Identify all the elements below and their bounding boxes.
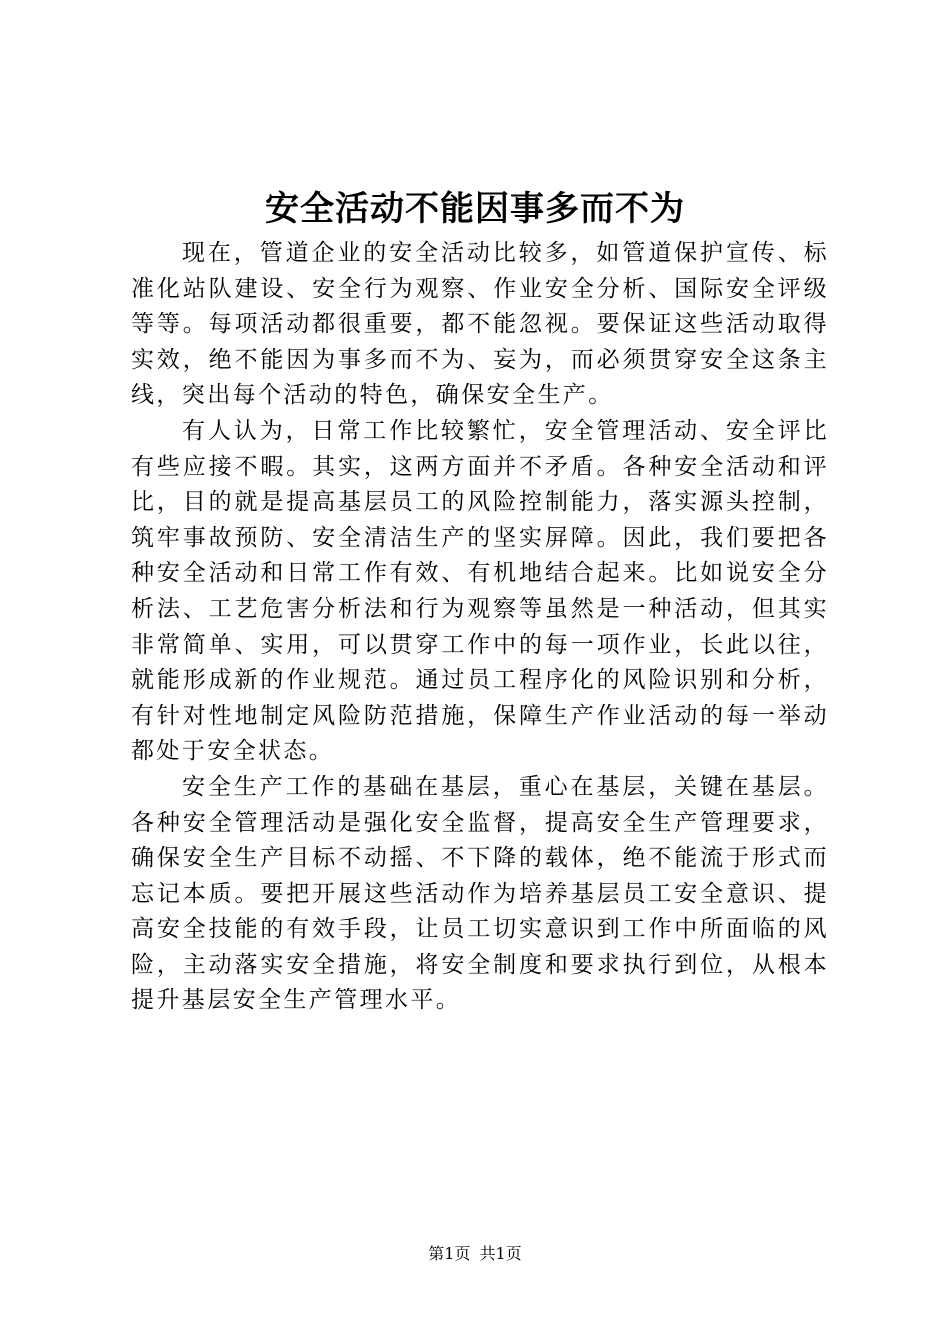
page-footer: 第1页 共1页 xyxy=(428,1244,522,1263)
document-body xyxy=(131,236,829,1019)
document-title: 安全活动不能因事多而不为 xyxy=(265,189,685,229)
paragraph-1: 现在，管道企业的安全活动比较多，如管道保护宣传、标准化站队建设、安全行为观察、作业安全分析、国际安全评级等等。每项活动都很重要，都不能忽视。要保证这些活动取得实效，绝不能因为事多而不为、妄为，而必须贯穿安全这条主线，突出每个活动的特色，确保安全生产。 xyxy=(131,240,829,409)
paragraph-3: 安全生产工作的基础在基层，重心在基层，关键在基层。各种安全管理活动是强化安全监督，提高安全生产管理要求，确保安全生产目标不动摇、不下降的载体，绝不能流于形式而忘记本质。要把开展这些活动作为培养基层员工安全意识、提高安全技能的有效手段，让员工切实意识到工作中所面临的风险，主动落实安全措施，将安全制度和要求执行到位，从根本提升基层安全生产管理水平。 xyxy=(131,773,829,1014)
paragraph-2: 有人认为，日常工作比较繁忙，安全管理活动、安全评比有些应接不暇。其实，这两方面并不矛盾。各种安全活动和评比，目的就是提高基层员工的风险控制能力，落实源头控制，筑牢事故预防、安全清洁生产的坚实屏障。因此，我们要把各种安全活动和日常工作有效、有机地结合起来。比如说安全分析法、工艺危害分析法和行为观察等虽然是一种活动，但其实非常简单、实用，可以贯穿工作中的每一项作业，长此以往，就能形成新的作业规范。通过员工程序化的风险识别和分析，有针对性地制定风险防范措施，保障生产作业活动的每一举动都处于安全状态。 xyxy=(131,417,829,765)
